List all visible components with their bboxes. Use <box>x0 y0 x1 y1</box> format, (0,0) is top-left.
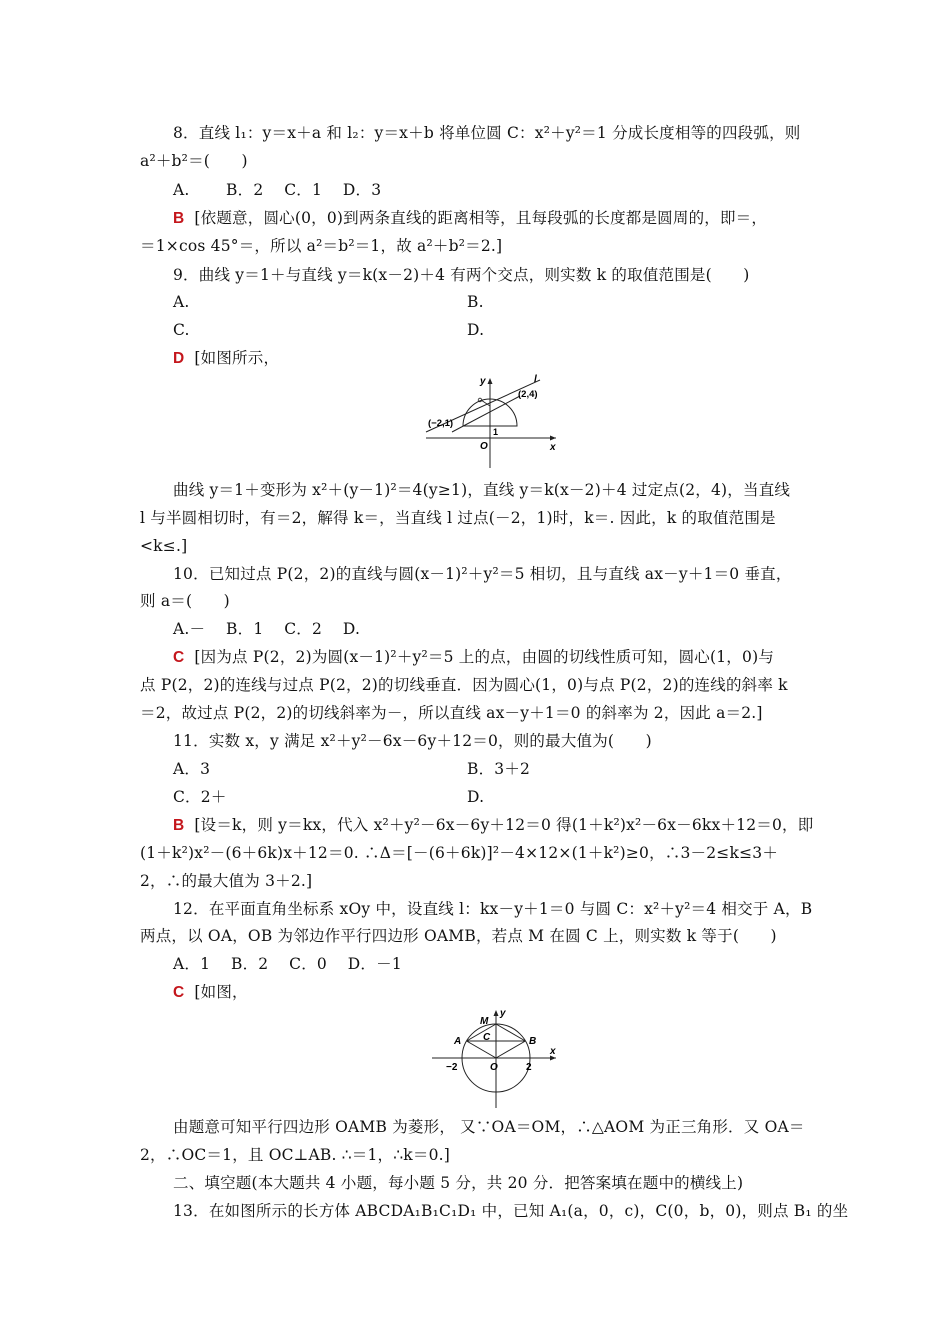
q9-fig-y-label: y <box>480 376 486 387</box>
q8-explanation-line1: B [依题意，圆心(0，0)到两条直线的距离相等，且每段弧的长度都是圆周的，即＝， <box>173 209 768 227</box>
q9-explanation-line3: <k≤.] <box>140 537 188 555</box>
q12-circle-figure <box>428 1008 564 1112</box>
q9-option-c: C. <box>173 321 190 339</box>
q9-fig-point-2-4: (2,4) <box>518 389 538 400</box>
q9-y-arrow <box>488 378 493 384</box>
q8-explanation-line2: ＝1×cos 45°＝，所以 a²＝b²＝1，故 a²＋b²＝2.] <box>140 237 503 255</box>
q9-explanation-line1: 曲线 y＝1＋变形为 x²＋(y－1)²＝4(y≥1)，直线 y＝k(x－2)＋4 过定点(2，4)，当直线 <box>173 481 791 499</box>
q12-fig-b-label: B <box>529 1036 537 1047</box>
q12-fig-neg2-label: −2 <box>446 1062 458 1073</box>
q10-explanation-line1: C [因为点 P(2，2)为圆(x－1)²＋y²＝5 上的点，由圆的切线性质可知，圆心(1，0)与 <box>173 648 775 666</box>
q11-stem: 11．实数 x，y 满足 x²＋y²－6x－6y＋12＝0，则的最大值为( ) <box>173 732 652 750</box>
q12-fig-a-label: A <box>454 1036 462 1047</box>
q11-explanation-line3: 2，∴的最大值为 3＋2.] <box>140 872 313 890</box>
q12-fig-m-label: M <box>480 1016 489 1027</box>
q9-explanation-line2: l 与半圆相切时，有＝2，解得 k＝，当直线 l 过点(－2，1)时，k＝. 因此，k 的取值范围是 <box>140 509 776 527</box>
q11-explanation-line2: (1＋k²)x²－(6＋6k)x＋12＝0. ∴Δ＝[－(6＋6k)]²－4×12×(1＋k²)≥0，∴3－2≤k≤3＋ <box>140 844 779 862</box>
q11-option-b: B．3＋2 <box>467 760 531 778</box>
q12-fig-y-label: y <box>500 1008 506 1019</box>
q8-options: A. B．2 C．1 D．3 <box>173 181 382 199</box>
q10-answer: C <box>173 649 185 666</box>
q9-option-d: D. <box>467 321 485 339</box>
q12-stem-line1: 12．在平面直角坐标系 xOy 中，设直线 l：kx－y＋1＝0 与圆 C：x²＋y²＝4 相交于 A，B <box>173 900 813 918</box>
q9-options-row1 <box>173 292 484 312</box>
q10-explanation-line3: ＝2，故过点 P(2，2)的切线斜率为－，所以直线 ax－y＋1＝0 的斜率为 2，因此 a＝2.] <box>140 704 763 722</box>
q8-stem-line1: 8．直线 l₁：y＝x＋a 和 l₂：y＝x＋b 将单位圆 C：x²＋y²＝1 分成长度相等的四段弧，则 <box>173 124 801 142</box>
q12-explanation-intro: C [如图， <box>173 983 248 1001</box>
q11-option-a: A．3 <box>173 760 211 778</box>
q12-explanation-line1: 由题意可知平行四边形 OAMB 为菱形， 又∵OA＝OM，∴△AOM 为正三角形．又 OA＝ <box>173 1118 805 1136</box>
q11-options-row2 <box>173 787 485 807</box>
q13-stem: 13．在如图所示的长方体 ABCDA₁B₁C₁D₁ 中，已知 A₁(a，0，c)，C(0，b，0)，则点 B₁ 的坐 <box>173 1202 849 1220</box>
q12-fig-origin-label: O <box>490 1062 498 1073</box>
q9-x-arrow <box>550 436 556 441</box>
q12-explanation-line2: 2，∴OC＝1，且 OC⊥AB. ∴＝1，∴k＝0.] <box>140 1146 451 1164</box>
q12-fig-c-label: C <box>483 1032 491 1043</box>
q9-option-a: A. <box>173 293 190 311</box>
q9-semicircle-figure <box>422 370 562 472</box>
q12-segment-bm <box>496 1024 525 1041</box>
q8-answer: B <box>173 210 185 227</box>
q11-explanation-line1: B [设＝k，则 y＝kx，代入 x²＋y²－6x－6y＋12＝0 得(1＋k²)x²－6x－6kx＋12＝0，即 <box>173 816 814 834</box>
q10-options: A.－ B．1 C．2 D. <box>173 620 361 638</box>
q11-options-row1 <box>173 759 531 779</box>
section-2-heading: 二、填空题(本大题共 4 小题，每小题 5 分，共 20 分．把答案填在题中的横线上) <box>173 1174 744 1192</box>
q12-segment-ob <box>496 1041 525 1058</box>
q12-options: A．1 B．2 C．0 D．－1 <box>173 955 402 973</box>
q11-option-d: D. <box>467 788 485 806</box>
q12-answer: C <box>173 984 185 1001</box>
q12-fig-two-label: 2 <box>526 1062 532 1073</box>
q9-fig-l-label: l <box>534 374 537 385</box>
q12-fig-x-label: x <box>550 1046 556 1057</box>
q9-answer: D <box>173 350 185 367</box>
q11-answer: B <box>173 817 185 834</box>
q10-stem-line2: 则 a＝( ) <box>140 592 230 610</box>
q12-stem-line2: 两点，以 OA，OB 为邻边作平行四边形 OAMB，若点 M 在圆 C 上，则实数 k 等于( ) <box>140 927 777 945</box>
q11-option-c: C．2＋ <box>173 788 227 806</box>
q9-secant-line <box>452 396 520 432</box>
q10-stem-line1: 10．已知过点 P(2，2)的直线与圆(x－1)²＋y²＝5 相切，且与直线 ax－y＋1＝0 垂直， <box>173 565 792 583</box>
q9-fig-origin-label: O <box>480 441 488 452</box>
q12-segment-oa <box>467 1041 496 1058</box>
q9-options-row2 <box>173 320 485 340</box>
q9-stem: 9．曲线 y＝1＋与直线 y＝k(x－2)＋4 有两个交点，则实数 k 的取值范围是( ) <box>173 266 750 284</box>
q10-explanation-line2: 点 P(2，2)的连线与过点 P(2，2)的切线垂直．因为圆心(1，0)与点 P(2，2)的连线的斜率 k <box>140 676 788 694</box>
q9-fig-x-label: x <box>550 442 556 453</box>
q12-y-arrow <box>494 1010 499 1016</box>
q9-fig-one-label: 1 <box>493 427 499 437</box>
q9-option-b: B. <box>467 293 484 311</box>
q8-stem-line2: a²＋b²＝( ) <box>140 152 248 170</box>
q9-fig-point-neg2-1: (−2,1) <box>428 418 454 429</box>
q9-explanation-intro: D [如图所示， <box>173 349 280 367</box>
